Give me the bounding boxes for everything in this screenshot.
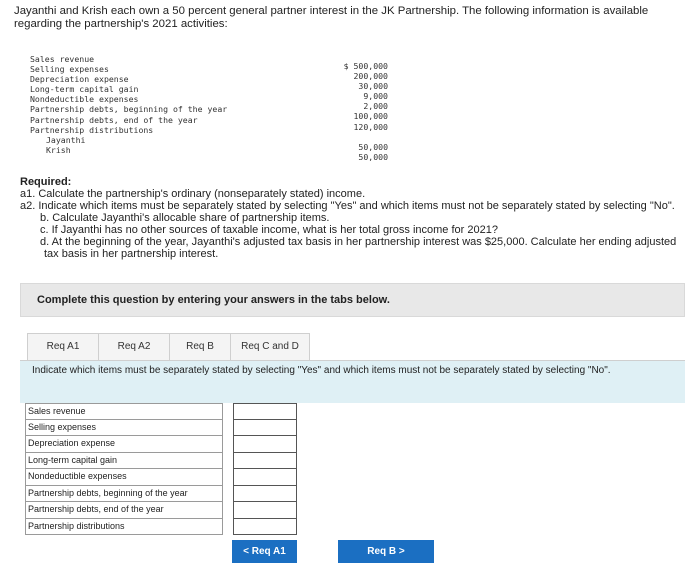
fact-value: 50,000 <box>358 151 388 162</box>
tab-instruction: Indicate which items must be separately stated by selecting "Yes" and which items must not be separately stated by selecting "No". <box>32 365 611 376</box>
fact-value: 9,000 <box>363 91 388 102</box>
yes-no-select[interactable] <box>233 453 297 470</box>
fact-label: Partnership distributions <box>30 124 154 135</box>
row-label: Selling expenses <box>25 420 223 437</box>
fact-label: Long-term capital gain <box>30 84 139 95</box>
yes-no-select[interactable] <box>233 502 297 519</box>
table-row <box>25 403 297 420</box>
fact-value: 120,000 <box>353 121 388 132</box>
table-row <box>25 453 297 470</box>
required-a2: a2. Indicate which items must be separately stated by selecting "Yes" and which items must not be separately stated by selecting "No". <box>20 200 675 212</box>
required-c: c. If Jayanthi has no other sources of taxable income, what is her total gross income for 2021? <box>40 224 498 236</box>
yes-no-select[interactable] <box>233 486 297 503</box>
required-d: d. At the beginning of the year, Jayanthi's adjusted tax basis in her partnership interest was $25,000. Calculate her ending adjusted <box>40 236 677 248</box>
table-row <box>25 486 297 503</box>
row-label: Sales revenue <box>25 403 223 420</box>
required-d-cont: tax basis in her partnership interest. <box>44 248 219 260</box>
fact-value <box>318 132 388 142</box>
row-label: Nondeductible expenses <box>25 469 223 486</box>
row-label: Partnership debts, end of the year <box>25 502 223 519</box>
tab-req-a1[interactable]: Req A1 <box>27 333 99 361</box>
tab-req-c-and-d[interactable]: Req C and D <box>230 333 310 361</box>
required-heading: Required: <box>20 176 72 188</box>
yes-no-select[interactable] <box>233 469 297 486</box>
table-row <box>25 519 297 536</box>
prev-req-a1-button[interactable]: < Req A1 <box>232 540 297 563</box>
table-row <box>25 469 297 486</box>
next-req-b-button[interactable]: Req B > <box>338 540 434 563</box>
fact-value: 100,000 <box>353 111 388 122</box>
yes-no-select[interactable] <box>233 420 297 437</box>
fact-label: Partnership debts, end of the year <box>30 114 198 125</box>
tab-req-b[interactable]: Req B <box>169 333 231 361</box>
fact-label: Sales revenue <box>30 54 95 64</box>
instructions-banner: Complete this question by entering your answers in the tabs below. <box>20 283 685 317</box>
yes-no-select[interactable] <box>233 403 297 420</box>
tab-req-a2[interactable]: Req A2 <box>98 333 170 361</box>
fact-value: 30,000 <box>358 81 388 92</box>
fact-value: 50,000 <box>358 141 388 152</box>
facts-values <box>318 61 388 162</box>
required-a1: a1. Calculate the partnership's ordinary (nonseparately stated) income. <box>20 188 366 200</box>
row-label: Partnership debts, beginning of the year <box>25 486 223 503</box>
table-row <box>25 502 297 519</box>
fact-label: Jayanthi <box>46 134 86 145</box>
required-section <box>20 176 695 260</box>
fact-value: 200,000 <box>353 71 388 82</box>
table-row <box>25 436 297 453</box>
table-row <box>25 420 297 437</box>
fact-label: Nondeductible expenses <box>30 94 139 105</box>
fact-label: Depreciation expense <box>30 74 129 85</box>
problem-intro: Jayanthi and Krish each own a 50 percent general partner interest in the JK Partnership. The following information is available regarding the partnership's 2021 activities: <box>14 5 649 30</box>
fact-label: Krish <box>46 144 71 155</box>
required-b: b. Calculate Jayanthi's allocable share of partnership items. <box>40 212 330 224</box>
fact-label: Partnership debts, beginning of the year <box>30 104 228 115</box>
fact-value: 2,000 <box>363 101 388 112</box>
yes-no-select[interactable] <box>233 519 297 536</box>
fact-value: $ 500,000 <box>343 61 388 71</box>
facts-labels <box>30 54 227 155</box>
row-label: Depreciation expense <box>25 436 223 453</box>
fact-label: Selling expenses <box>30 64 109 75</box>
row-label: Partnership distributions <box>25 519 223 536</box>
row-label: Long-term capital gain <box>25 453 223 470</box>
yes-no-select[interactable] <box>233 436 297 453</box>
